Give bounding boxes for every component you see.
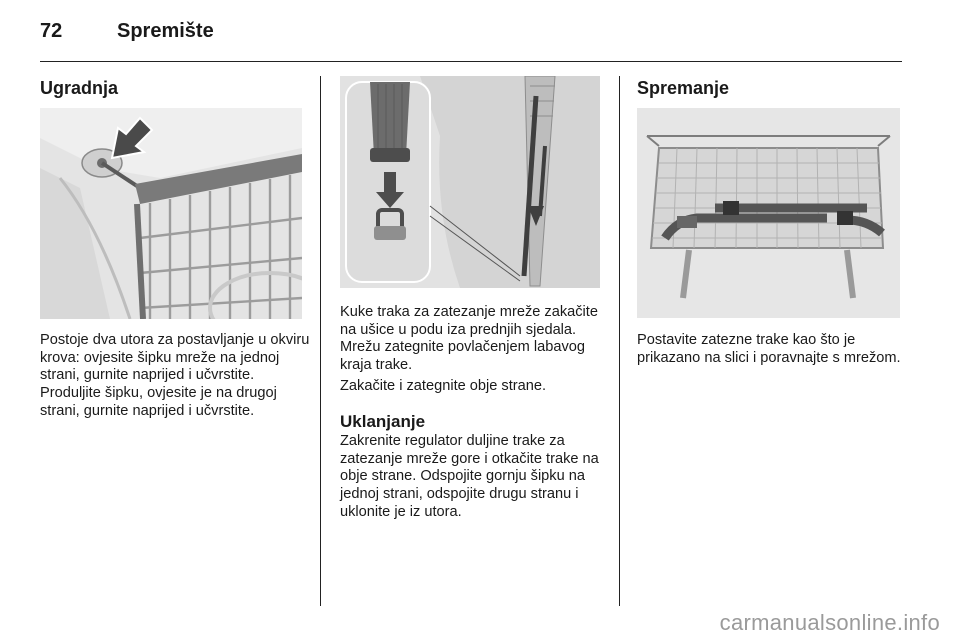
figure-storage	[637, 108, 900, 318]
header-rule	[40, 61, 902, 62]
figure-installation	[40, 108, 302, 319]
strap-hook-illustration	[340, 76, 600, 288]
strap-hook-paragraph: Kuke traka za zatezanje mreže zakačite na ušice u podu iza prednjih sjedala. Mrežu zategnite povlačenjem labavog kraja trake.	[340, 304, 598, 374]
heading-spremanje: Spremanje	[637, 78, 730, 98]
tighten-paragraph: Zakačite i zategnite obje strane.	[340, 378, 547, 394]
watermark: carmanualsonline.info	[719, 610, 940, 635]
heading-uklanjanje: Uklanjanje	[340, 412, 426, 431]
column-divider-right	[619, 76, 620, 606]
storage-illustration	[637, 108, 900, 318]
storage-paragraph: Postavite zatezne trake kao što je prikazano na slici i poravnajte s mrežom.	[637, 332, 901, 366]
figure-strap-hook	[340, 76, 600, 288]
heading-ugradnja: Ugradnja	[40, 78, 119, 98]
page-number: 72	[40, 20, 63, 42]
installation-paragraph: Postoje dva utora za postavljanje u okviru krova: ovjesite šipku mreže na jednoj strani, gurnite naprijed i učvrstite. Produljite šipku, ovjesite je na drugoj strani, gurnite naprijed i učvrstite.	[40, 332, 310, 419]
running-title: Spremište	[117, 20, 214, 42]
column-divider-left	[320, 76, 321, 606]
removal-paragraph: Zakrenite regulator duljine trake za zatezanje mreže gore i otkačite trake na obje strane. Odspojite gornju šipku na jednoj strani, odspojite drugu stranu i uklonite je iz utora.	[340, 433, 599, 520]
installation-illustration	[40, 108, 302, 319]
